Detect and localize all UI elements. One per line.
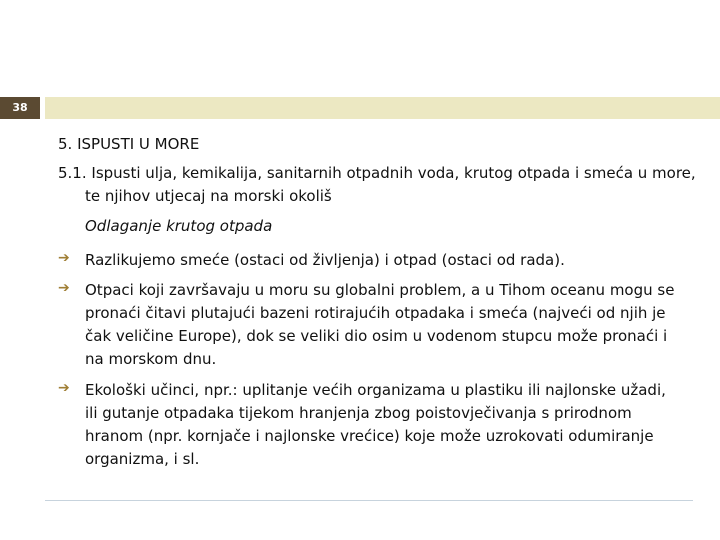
list-item-text: Ekološki učinci, npr.: uplitanje većih organizama u plastiku ili najlonske užadi, ili gutanje otpadaka tijekom hranjenja zbog poistovječivanja s prirodnom hranom (npr. kornjače i najlonske vrećice) koje može uzrokovati odumiranje organizma, i sl. xyxy=(85,381,666,468)
slide-number: 38 xyxy=(0,97,40,119)
list-item-text: Otpaci koji završavaju u moru su globalni problem, a u Tihom oceanu mogu se pronaći čitavi plutajući bazeni rotirajućih otpadaka i smeća (najveći od njih je čak veličine Europe), dok se veliki dio osim u vodenom stupcu može pronaći i na morskom dnu. xyxy=(85,281,675,368)
header-bar xyxy=(45,97,720,119)
arrow-right-icon: ➔ xyxy=(58,280,70,296)
section-heading: 5. ISPUSTI U MORE xyxy=(58,135,200,153)
arrow-right-icon: ➔ xyxy=(58,250,70,266)
section-title: Odlaganje krutog otpada xyxy=(85,217,273,235)
footer-divider xyxy=(45,500,693,501)
list-item-text: Razlikujemo smeće (ostaci od življenja) i otpad (ostaci od rada). xyxy=(85,251,565,269)
subsection-heading: 5.1. Ispusti ulja, kemikalija, sanitarnih otpadnih voda, krutog otpada i smeća u more, te njihov utjecaj na morski okoliš xyxy=(58,164,696,205)
arrow-right-icon: ➔ xyxy=(58,380,70,396)
